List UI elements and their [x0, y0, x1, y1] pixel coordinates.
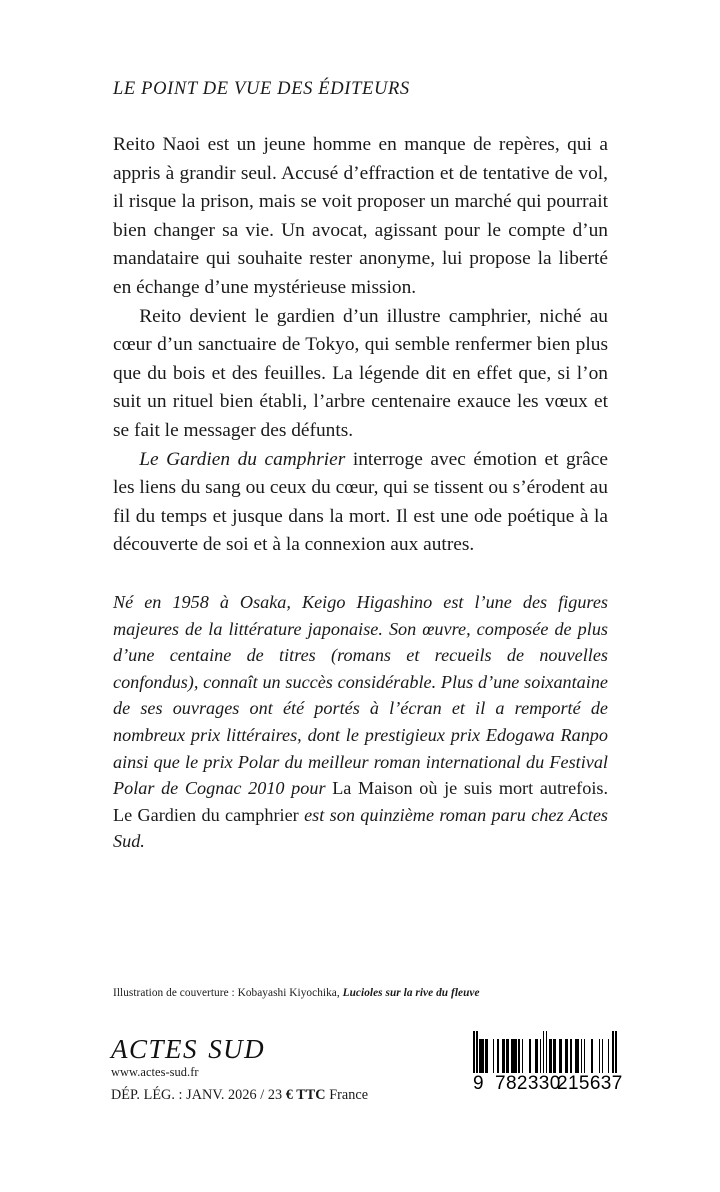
logo-word-actes: ACTES	[111, 1034, 198, 1064]
publisher-block	[111, 1034, 441, 1104]
credit-artwork-title: Lucioles sur la rive du fleuve	[342, 987, 480, 999]
blurb-paragraph-2: Reito devient le gardien d’un illustre camphrier, niché au cœur d’un sanctuaire de Tokyo, qui semble renfermer bien plus que du bois et des feuilles. La légende dit en effet que, si l’on suit un rituel bien établi, l’arbre centenaire exauce les vœux et se fait le messager des défunts.	[113, 305, 608, 441]
cover-illustration-credit	[113, 986, 608, 1001]
book-title-inline: Le Gardien du camphrier	[139, 448, 346, 470]
price-currency-tax: € TTC	[285, 1087, 326, 1103]
barcode-lead-digit: 9	[473, 1073, 484, 1094]
publisher-website[interactable]: www.actes-sud.fr	[111, 1065, 199, 1079]
blurb-paragraph-3-rest: interroge avec émotion et grâce les liens du sang ou ceux du cœur, qui se tissent ou s’érodent au fil du temps et jusque dans la mort. Il est une ode poétique à la découverte de soi et à la connexion aux autres.	[113, 448, 608, 556]
credit-prefix: Illustration de couverture : Kobayashi Kiyochika,	[113, 987, 343, 999]
legal-deposit-text: DÉP. LÉG. : JANV. 2026 / 23	[111, 1087, 286, 1103]
blurb-text	[113, 131, 608, 560]
bio-part-1: Né en 1958 à Osaka, Keigo Higashino est l’une des figures majeures de la littérature japonaise. Son œuvre, composée de plus d’une centaine de titres (romans et recueils de nouvelles confondus), connaît un succès considérable. Plus d’une soixantaine de ses ouvrages ont été portés à l’écran et il a remporté de nombreux prix littéraires, dont le prestigieux prix Edogawa Ranpo ainsi que le prix Polar du meilleur roman international du Festival Polar de Cognac 2010 pour	[113, 592, 608, 799]
editors-viewpoint-heading: LE POINT DE VUE DES ÉDITEURS	[113, 79, 410, 99]
logo-word-sud: SUD	[208, 1034, 266, 1064]
author-biography	[113, 589, 608, 855]
isbn-barcode	[473, 1031, 623, 1095]
legal-deposit-price-line	[111, 1087, 441, 1104]
bio-part-2: .	[603, 778, 608, 799]
bio-book-title-2: Le Gardien du camphrier	[113, 804, 299, 825]
blurb-paragraph-1: Reito Naoi est un jeune homme en manque de repères, qui a appris à grandir seul. Accusé d’effraction et de tentative de vol, il risque la prison, mais se voit proposer un marché qui pourrait bien changer sa vie. Un avocat, agissant pour le compte d’un mandataire qui souhaite rester anonyme, lui propose la liberté en échange d’une mystérieuse mission.	[113, 134, 608, 298]
actes-sud-logo	[111, 1034, 441, 1064]
barcode-left-group: 782330	[495, 1073, 561, 1094]
blurb-paragraph-3	[113, 446, 608, 560]
price-country: France	[325, 1087, 369, 1103]
bio-part-3: est son quinzième roman paru chez Actes Sud.	[113, 804, 608, 852]
barcode-digits	[473, 1073, 623, 1095]
barcode-right-group: 215637	[557, 1073, 623, 1094]
bio-book-title-1: La Maison où je suis mort autrefois	[332, 778, 604, 799]
author-biography-paragraph	[113, 589, 608, 855]
